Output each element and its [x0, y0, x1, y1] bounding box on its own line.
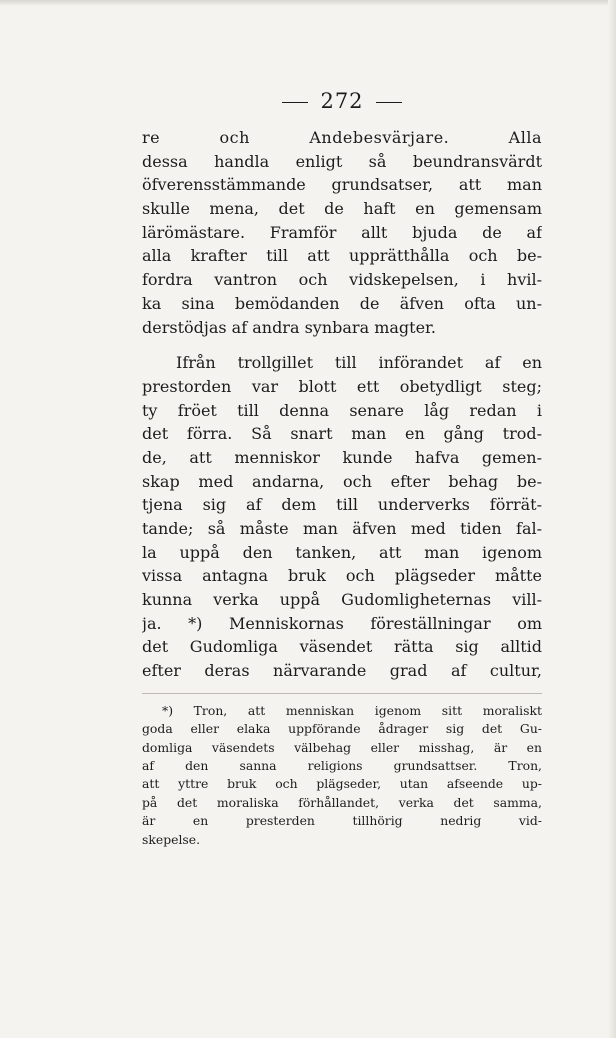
text-line: lärömästare. Framför allt bjuda de af — [142, 222, 542, 242]
text-line: alla krafter till att upprätthålla och be- — [142, 246, 542, 266]
text-line: ty fröet till denna senare låg redan i — [142, 400, 542, 420]
footnote-line: domliga väsendets välbehag eller misshag, är en — [142, 739, 542, 755]
footnote-line: på det moraliska förhållandet, verka det samma, — [142, 794, 542, 810]
text-line: derstödjas af andra synbara magter. — [142, 317, 437, 337]
paragraph-gap — [142, 339, 542, 351]
text-line: fordra vantron och vidskepelsen, i hvil- — [142, 270, 542, 290]
text-line: ja. *) Menniskornas föreställningar om — [142, 613, 542, 633]
footnote-line: är en presterden tillhörig nedrig vid- — [142, 813, 542, 829]
footnote-line: att yttre bruk och plägseder, utan afseende up- — [142, 776, 542, 792]
text-line: prestorden var blott ett obetydligt steg; — [142, 376, 542, 396]
footnote-line: goda eller elaka uppförande ådrager sig det Gu- — [142, 721, 542, 737]
paragraph-2 — [142, 351, 542, 683]
text-line: tjena sig af dem till underverks förrät- — [142, 495, 542, 515]
text-line: dessa handla enligt så beundransvärdt — [142, 151, 542, 171]
text-line: tande; så måste man äfven med tiden fal- — [142, 519, 542, 538]
footnote-line: *) Tron, att menniskan igenom sitt moraliskt — [162, 702, 542, 718]
text-line: de, att menniskor kunde hafva gemen- — [142, 447, 542, 467]
footnote — [142, 702, 542, 849]
footnote-line: skepelse. — [142, 831, 201, 847]
text-line: vissa antagna bruk och plägseder måtte — [142, 566, 542, 586]
page-right-edge — [608, 0, 616, 1038]
text-line: efter deras närvarande grad af cultur, — [142, 661, 542, 681]
text-line: det Gudomliga väsendet rätta sig alltid — [142, 637, 542, 657]
text-line: kunna verka uppå Gudomligheternas vill- — [142, 590, 542, 610]
text-line: öfverensstämmande grundsatser, att man — [142, 175, 542, 195]
page-number — [142, 86, 542, 116]
footnote-rule — [142, 693, 542, 694]
paragraph-1 — [142, 126, 542, 339]
page-number-text: 272 — [320, 89, 364, 113]
text-line: ka sina bemödanden de äfven ofta un- — [142, 293, 542, 313]
text-line: re och Andebesvärjare. Alla — [142, 128, 542, 147]
footnote-line: af den sanna religions grundsattser. Tron, — [142, 757, 542, 773]
main-text — [142, 126, 542, 683]
text-line: Ifrån trollgillet till införandet af en — [176, 353, 542, 373]
text-line: det förra. Så snart man en gång trod- — [142, 424, 542, 444]
page-top-edge — [0, 0, 616, 6]
dash-left — [282, 102, 308, 103]
dash-right — [376, 102, 402, 103]
text-line: la uppå den tanken, att man igenom — [142, 542, 542, 562]
text-line: skulle mena, det de haft en gemensam — [142, 199, 542, 219]
text-line: skap med andarna, och efter behag be- — [142, 471, 542, 491]
book-page — [142, 86, 542, 849]
